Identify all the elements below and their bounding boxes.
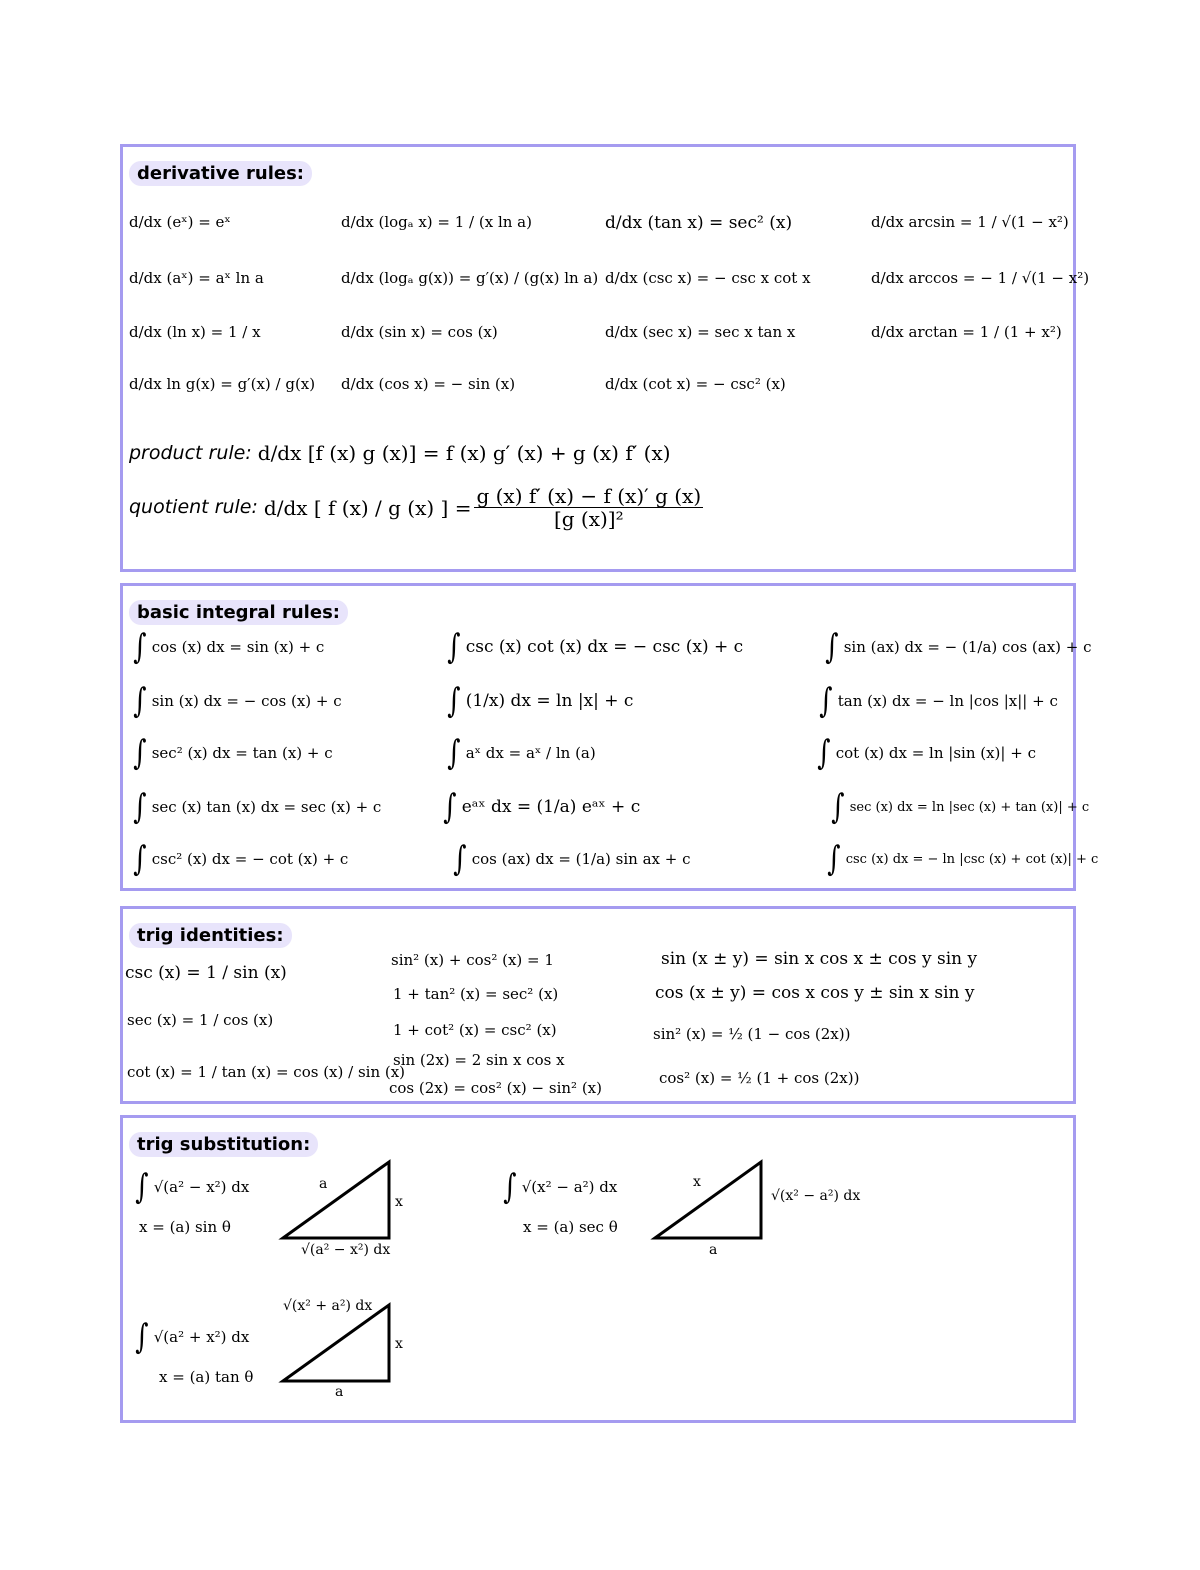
substitution-integral: ∫ √(x² − a²) dx xyxy=(503,1167,618,1207)
right-triangle-diagram xyxy=(653,1160,763,1240)
integral-rules-section xyxy=(120,583,1099,891)
trig-identity: sin (x ± y) = sin x cos x ± cos y sin y xyxy=(661,949,978,969)
integral-sign-icon: ∫ xyxy=(447,681,461,721)
derivative-rule: d/dx arcsin = 1 / √(1 − x²) xyxy=(871,213,1069,231)
integral-sign-icon: ∫ xyxy=(453,839,467,879)
triangle-adjacent-label: a xyxy=(709,1242,718,1258)
trig-substitution-section xyxy=(120,1115,1076,1423)
substitution-integral: ∫ √(a² + x²) dx xyxy=(135,1317,250,1357)
integral-rule: ∫ eᵃˣ dx = (1/a) eᵃˣ + c xyxy=(443,787,641,827)
derivative-rule: d/dx (csc x) = − csc x cot x xyxy=(605,269,811,287)
integral-sign-icon: ∫ xyxy=(503,1167,517,1207)
derivative-rules-title: derivative rules: xyxy=(129,161,312,186)
integral-rule: ∫ sin (ax) dx = − (1/a) cos (ax) + c xyxy=(825,627,1092,667)
triangle-shape xyxy=(283,1305,389,1381)
quotient-rule-denominator: [g (x)]² xyxy=(553,507,624,531)
integral-rule: ∫ cos (x) dx = sin (x) + c xyxy=(133,627,325,667)
integral-rule: ∫ cot (x) dx = ln |sin (x)| + c xyxy=(817,733,1036,773)
trig-identity: csc (x) = 1 / sin (x) xyxy=(125,963,287,983)
trig-identity: sec (x) = 1 / cos (x) xyxy=(127,1011,274,1029)
trig-identity: cos (2x) = cos² (x) − sin² (x) xyxy=(389,1079,602,1097)
triangle-shape xyxy=(283,1162,389,1238)
product-rule xyxy=(129,443,671,463)
trig-identity: 1 + tan² (x) = sec² (x) xyxy=(393,985,559,1003)
derivative-rule: d/dx (aˣ) = aˣ ln a xyxy=(129,269,264,287)
integral-sign-icon: ∫ xyxy=(443,787,457,827)
derivative-rule: d/dx arctan = 1 / (1 + x²) xyxy=(871,323,1062,341)
triangle-adjacent-label: √(a² − x²) dx xyxy=(301,1242,391,1258)
integral-rule: ∫ sec² (x) dx = tan (x) + c xyxy=(133,733,333,773)
trig-identities-section xyxy=(120,906,1076,1104)
product-rule-formula: d/dx [f (x) g (x)] = f (x) g′ (x) + g (x) f′ (x) xyxy=(257,441,671,465)
product-rule-label: product rule: xyxy=(129,441,252,464)
trig-identity: sin² (x) = ½ (1 − cos (2x)) xyxy=(653,1025,851,1043)
triangle-adjacent-label: a xyxy=(335,1384,344,1400)
trig-identity: cos² (x) = ½ (1 + cos (2x)) xyxy=(659,1069,860,1087)
integral-rule: ∫ csc (x) cot (x) dx = − csc (x) + c xyxy=(447,627,744,667)
integral-rule: ∫ aˣ dx = aˣ / ln (a) xyxy=(447,733,596,773)
trig-identity: sin² (x) + cos² (x) = 1 xyxy=(391,951,554,969)
derivative-rules-section xyxy=(120,144,1090,572)
integral-sign-icon: ∫ xyxy=(133,733,147,773)
triangle-opposite-label: √(x² − a²) dx xyxy=(771,1188,861,1204)
quotient-rule-fraction xyxy=(474,485,703,530)
integral-rule: ∫ cos (ax) dx = (1/a) sin ax + c xyxy=(453,839,691,879)
trig-identities-title: trig identities: xyxy=(129,923,292,948)
substitution-variable: x = (a) tan θ xyxy=(159,1368,254,1386)
integral-sign-icon: ∫ xyxy=(133,839,147,879)
quotient-rule-label: quotient rule: xyxy=(129,496,258,518)
triangle-opposite-label: x xyxy=(395,1194,403,1210)
quotient-rule-numerator: g (x) f′ (x) − f (x)′ g (x) xyxy=(476,484,702,508)
triangle-opposite-label: x xyxy=(395,1336,403,1352)
trig-substitution-title: trig substitution: xyxy=(129,1132,318,1157)
derivative-rule: d/dx (eˣ) = eˣ xyxy=(129,213,231,231)
right-triangle-diagram xyxy=(281,1160,391,1240)
integral-sign-icon: ∫ xyxy=(133,627,147,667)
integral-sign-icon: ∫ xyxy=(447,733,461,773)
integral-rule: ∫ sec (x) dx = ln |sec (x) + tan (x)| + c xyxy=(831,787,1090,827)
trig-identity: cos (x ± y) = cos x cos y ± sin x sin y xyxy=(655,983,975,1003)
derivative-rule: d/dx (logₐ x) = 1 / (x ln a) xyxy=(341,213,532,231)
derivative-rule: d/dx (logₐ g(x)) = g′(x) / (g(x) ln a) xyxy=(341,269,599,287)
derivative-rule: d/dx (tan x) = sec² (x) xyxy=(605,213,793,233)
trig-identity: sin (2x) = 2 sin x cos x xyxy=(393,1051,565,1069)
quotient-rule xyxy=(129,485,706,530)
triangle-shape xyxy=(655,1162,761,1238)
derivative-rule: d/dx (cos x) = − sin (x) xyxy=(341,375,516,393)
integral-rule: ∫ tan (x) dx = − ln |cos |x|| + c xyxy=(819,681,1058,721)
substitution-integral: ∫ √(a² − x²) dx xyxy=(135,1167,250,1207)
right-triangle-diagram xyxy=(281,1303,391,1383)
trig-identity: 1 + cot² (x) = csc² (x) xyxy=(393,1021,557,1039)
integral-sign-icon: ∫ xyxy=(135,1167,149,1207)
integral-sign-icon: ∫ xyxy=(831,787,845,827)
integral-sign-icon: ∫ xyxy=(825,627,839,667)
integral-sign-icon: ∫ xyxy=(133,787,147,827)
triangle-hypotenuse-label: √(x² + a²) dx xyxy=(283,1298,373,1314)
trig-identity: cot (x) = 1 / tan (x) = cos (x) / sin (x) xyxy=(127,1063,406,1081)
derivative-rule: d/dx (ln x) = 1 / x xyxy=(129,323,261,341)
substitution-variable: x = (a) sec θ xyxy=(523,1218,618,1236)
triangle-hypotenuse-label: x xyxy=(693,1174,701,1190)
integral-rule: ∫ sec (x) tan (x) dx = sec (x) + c xyxy=(133,787,382,827)
derivative-rule: d/dx ln g(x) = g′(x) / g(x) xyxy=(129,375,316,393)
derivative-rule: d/dx (sin x) = cos (x) xyxy=(341,323,498,341)
integral-sign-icon: ∫ xyxy=(817,733,831,773)
integral-rule: ∫ sin (x) dx = − cos (x) + c xyxy=(133,681,342,721)
derivative-rule: d/dx arccos = − 1 / √(1 − x²) xyxy=(871,269,1090,287)
integral-sign-icon: ∫ xyxy=(827,839,841,879)
integral-sign-icon: ∫ xyxy=(135,1317,149,1357)
integral-rule: ∫ csc² (x) dx = − cot (x) + c xyxy=(133,839,349,879)
triangle-hypotenuse-label: a xyxy=(319,1176,328,1192)
integral-rule: ∫ (1/x) dx = ln |x| + c xyxy=(447,681,634,721)
integral-rules-title: basic integral rules: xyxy=(129,600,348,625)
integral-sign-icon: ∫ xyxy=(819,681,833,721)
derivative-rule: d/dx (sec x) = sec x tan x xyxy=(605,323,796,341)
substitution-variable: x = (a) sin θ xyxy=(139,1218,231,1236)
quotient-rule-lhs: d/dx [ f (x) / g (x) ] = xyxy=(263,495,472,520)
integral-sign-icon: ∫ xyxy=(133,681,147,721)
derivative-rule: d/dx (cot x) = − csc² (x) xyxy=(605,375,786,393)
integral-sign-icon: ∫ xyxy=(447,627,461,667)
integral-rule: ∫ csc (x) dx = − ln |csc (x) + cot (x)| + c xyxy=(827,839,1099,879)
